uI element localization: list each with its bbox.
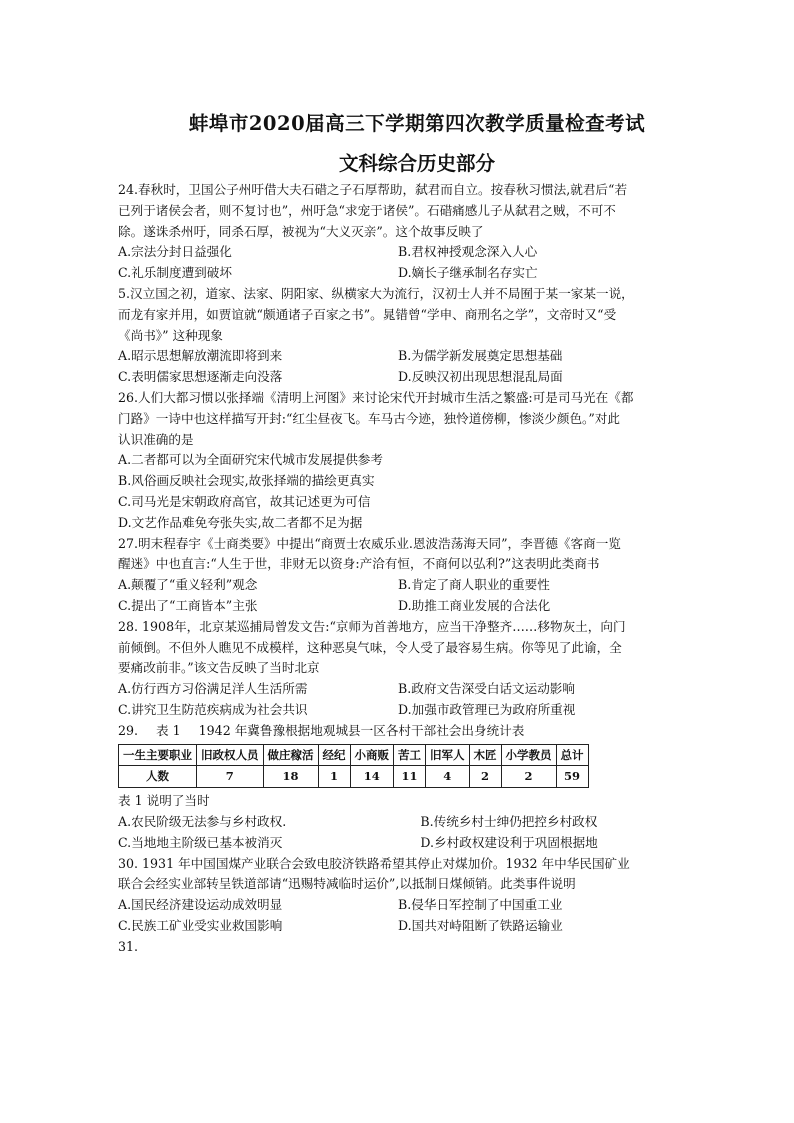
option-b: B.肯定了商人职业的重要性 xyxy=(398,577,550,593)
option-b: B.传统乡村士绅仍把控乡村政权 xyxy=(420,813,598,829)
question-number: 29. xyxy=(118,722,139,738)
question-31-number: 31. xyxy=(118,938,139,954)
option-c: C.表明儒家思想逐渐走向没落 xyxy=(118,369,283,385)
table-header-cell: 做庄稼活 xyxy=(263,744,318,766)
stat-table xyxy=(118,744,589,789)
question-line: 《尚书》” 这种现象 xyxy=(118,327,223,343)
table-cell: 14 xyxy=(350,766,394,788)
option-row xyxy=(118,346,678,367)
question-line: 认识准确的是 xyxy=(118,431,194,447)
option-b: B.君权神授观念深入人心 xyxy=(398,244,538,260)
table-header-cell: 旧政权人员 xyxy=(197,744,264,766)
question-30 xyxy=(118,854,678,937)
question-line: 26.人们大都习惯以张择端《清明上河图》来讨论宋代开封城市生活之繁盛:可是司马光在《都 xyxy=(118,389,634,405)
option-d: D.嫡长子继承制名存实亡 xyxy=(398,265,538,281)
question-24 xyxy=(118,180,678,284)
table-header-cell: 木匠 xyxy=(469,744,501,766)
question-line: 前倾倒。不但外人瞧见不成模样，这种恶臭气味，令人受了最容易生病。你等见了此谕，全 xyxy=(118,639,622,655)
table-header-cell: 旧军人 xyxy=(426,744,470,766)
option-c: C.礼乐制度遭到破坏 xyxy=(118,265,232,281)
question-line: 5.汉立国之初，道家、法家、阴阳家、纵横家大为流行，汉初士人并不局囿于某一家某一说， xyxy=(118,285,634,301)
question-content xyxy=(118,180,678,957)
table-label: 表 1 xyxy=(156,722,181,738)
table-caption xyxy=(118,721,678,742)
option-a: A.颠覆了“重义轻利”观念 xyxy=(118,577,258,593)
option-d: D.乡村政权建设利于巩固根据地 xyxy=(420,834,598,850)
table-title: 1942 年冀鲁豫根据地观城县一区各村干部社会出身统计表 xyxy=(198,722,525,738)
table-cell: 2 xyxy=(469,766,501,788)
option-row xyxy=(118,679,678,700)
option-b: B.政府文告深受白话文运动影响 xyxy=(398,681,575,697)
question-line: 联合会经实业部转呈铁道部请“迅赐特减临时运价”,以抵制日煤倾销。此类事件说明 xyxy=(118,876,576,892)
question-line: 24.春秋时，卫国公子州吁借大夫石碏之子石厚帮助，弑君而自立。按春秋习惯法,就君后“若 xyxy=(118,182,628,197)
question-line: 醒迷》中也直言:“人生于世，非财无以资身:产洽有恒，不商何以弘利?”这表明此类商书 xyxy=(118,556,600,572)
question-line: 已列于诸侯会者，则不复讨也”，州吁急“求宠于诸侯”。石碏痛感儿子从弑君之贼，不可不 xyxy=(118,202,616,218)
option-d: D.文艺作品难免夸张失实,故二者都不足为据 xyxy=(118,514,363,530)
table-header-cell: 经纪 xyxy=(318,744,350,766)
option-row xyxy=(118,367,678,388)
table-header-cell: 总计 xyxy=(556,744,588,766)
option-d: D.助推工商业发展的合法化 xyxy=(398,597,551,613)
option-b: B.为儒学新发展奠定思想基础 xyxy=(398,348,563,364)
option-c: C.当地地主阶级已基本被消灭 xyxy=(118,834,283,850)
question-26 xyxy=(118,388,678,534)
table-header-cell: 小商贩 xyxy=(350,744,394,766)
question-line: 表 1 说明了当时 xyxy=(118,793,210,809)
question-line: 门路》一诗中也这样描写开封:“红尘昼夜飞。车马古今迹，独怜道傍柳，惨淡少颜色。”对此 xyxy=(118,410,620,426)
option-b: B.侵华日军控制了中国重工业 xyxy=(398,897,563,913)
option-a: A.二者都可以为全面研究宋代城市发展提供参考 xyxy=(118,452,383,468)
option-row xyxy=(118,895,678,916)
option-a: A.昭示思想解放潮流即将到来 xyxy=(118,348,283,364)
option-a: A.宗法分封日益强化 xyxy=(118,244,232,260)
question-line: 28. 1908年，北京某巡捕局曾发文告:“京师为首善地方，应当干净整齐……移物灰土，向门 xyxy=(118,618,626,634)
option-row xyxy=(118,916,678,937)
option-d: D.反映汉初出现思想混乱局面 xyxy=(398,369,563,385)
table-cell: 人数 xyxy=(119,766,197,788)
table-row xyxy=(119,766,589,788)
option-row xyxy=(118,575,678,596)
option-d: D.加强市政管理已为政府所重视 xyxy=(398,701,576,717)
option-c: C.提出了“工商皆本”主张 xyxy=(118,597,258,613)
option-a: A.农民阶级无法参与乡村政权. xyxy=(118,813,287,829)
option-row xyxy=(118,596,678,617)
option-d: D.国共对峙阻断了铁路运输业 xyxy=(398,917,563,933)
option-row xyxy=(118,263,678,284)
table-cell: 2 xyxy=(501,766,556,788)
table-cell: 59 xyxy=(556,766,588,788)
question-29 xyxy=(118,721,678,854)
question-line: 30. 1931 年中国国煤产业联合会致电胶济铁路希望其停止对煤加价。1932 年中华民国矿业 xyxy=(118,855,630,871)
table-cell: 1 xyxy=(318,766,350,788)
question-line: 要痛改前非。”该文告反映了当时北京 xyxy=(118,660,320,676)
question-line: 27.明末程春宇《士商类要》中提出“商贾士农威乐业.恩波浩荡海天同”，李晋德《客商一览 xyxy=(118,535,621,551)
question-line: 除。遂诛杀州吁，同杀石厚，被视为“大义灭亲”。这个故事反映了 xyxy=(118,223,484,239)
question-28 xyxy=(118,617,678,721)
option-c: C.讲究卫生防范疾病成为社会共识 xyxy=(118,701,308,717)
option-row xyxy=(118,812,678,833)
question-27 xyxy=(118,534,678,617)
table-cell: 4 xyxy=(426,766,470,788)
exam-subtitle: 文科综合历史部分 xyxy=(338,152,495,175)
table-header-cell: 苦工 xyxy=(394,744,426,766)
option-a: A.仿行西方习俗满足洋人生活所需 xyxy=(118,681,308,697)
option-a: A.国民经济建设运动成效明显 xyxy=(118,897,283,913)
option-b: B.风俗画反映社会现实,故张择端的描绘更真实 xyxy=(118,473,375,489)
table-cell: 18 xyxy=(263,766,318,788)
option-c: C.民族工矿业受实业救国影响 xyxy=(118,917,283,933)
table-cell: 11 xyxy=(394,766,426,788)
question-25 xyxy=(118,284,678,388)
option-row xyxy=(118,242,678,263)
table-header-cell: 一生主要职业 xyxy=(119,744,197,766)
exam-title: 蚌埠市2020届高三下学期第四次教学质量检查考试 xyxy=(188,112,646,135)
option-c: C.司马光是宋朝政府高官，故其记述更为可信 xyxy=(118,493,371,509)
option-row xyxy=(118,833,678,854)
option-row xyxy=(118,700,678,721)
table-header-cell: 小学教员 xyxy=(501,744,556,766)
table-cell: 7 xyxy=(197,766,264,788)
table-header-row xyxy=(119,744,589,766)
question-line: 而龙有家并用，如贾谊就“颇通诸子百家之书”。晁错曾“学申、商刑名之学”，文帝时又“受 xyxy=(118,306,617,322)
